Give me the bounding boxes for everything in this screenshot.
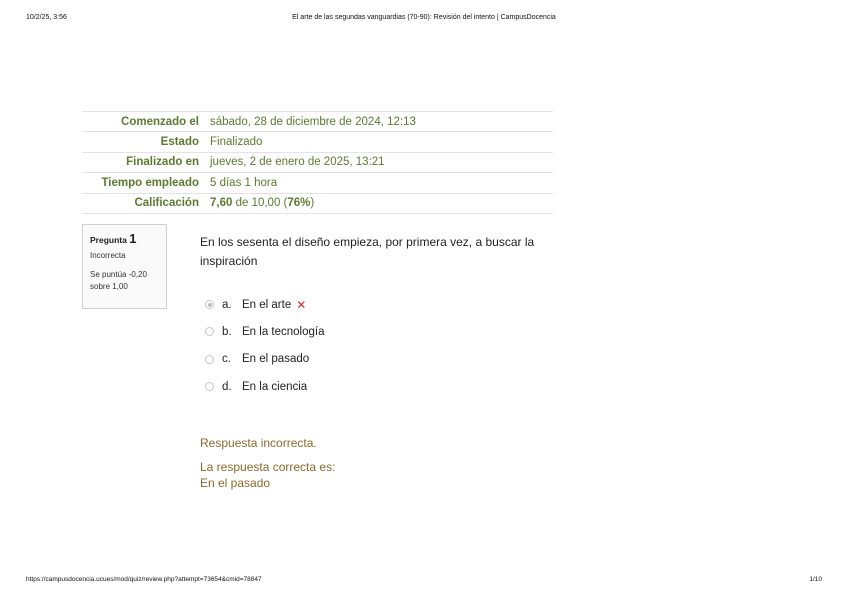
summary-row-finished: [82, 152, 553, 172]
answer-option-c[interactable]: [205, 346, 505, 373]
correct-answer-intro: La respuesta correcta es:: [200, 460, 336, 474]
radio-button-selected[interactable]: [205, 300, 214, 309]
print-header: [0, 14, 848, 26]
summary-row-grade: [82, 193, 553, 213]
feedback-result: Respuesta incorrecta.: [200, 436, 317, 450]
print-url: https://campusdocencia.ucues/mod/quiz/review.php?attempt=73654&cmid=78847: [26, 576, 262, 583]
summary-label: Calificación: [82, 193, 204, 213]
print-footer: [0, 576, 848, 588]
question-state: Incorrecta: [90, 251, 126, 260]
answer-text: En la tecnología: [242, 325, 325, 338]
attempt-summary-table: [82, 111, 553, 214]
summary-row-time-taken: [82, 173, 553, 193]
incorrect-cross-icon: ✕: [296, 297, 307, 312]
print-page-title: El arte de las segundas vanguardias (70-90): Revisión del intento | CampusDocencia: [292, 14, 556, 21]
print-date: 10/2/25, 3:56: [26, 14, 67, 21]
question-number: [90, 231, 159, 246]
answer-text: En el pasado: [242, 353, 310, 366]
summary-label: Finalizado en: [82, 152, 204, 172]
answer-letter: a.: [222, 298, 232, 311]
summary-label: Comenzado el: [82, 112, 204, 132]
question-feedback: [200, 435, 600, 491]
answer-option-d[interactable]: [205, 373, 505, 400]
summary-value: jueves, 2 de enero de 2025, 13:21: [204, 152, 553, 172]
answer-text: En la ciencia: [242, 380, 308, 393]
question-info-box: [82, 224, 167, 309]
radio-button[interactable]: [205, 327, 214, 336]
correct-answer-text: En el pasado: [200, 476, 271, 490]
question-number-value: 1: [129, 231, 137, 246]
summary-row-started: [82, 112, 553, 132]
grade-score: 7,60: [210, 197, 233, 210]
question-grade-info: Se puntúa -0,20 sobre 1,00: [90, 270, 147, 291]
answer-letter: b.: [222, 325, 232, 338]
summary-value: 5 días 1 hora: [204, 173, 553, 193]
summary-label: Estado: [82, 132, 204, 152]
grade-value: [204, 193, 553, 213]
radio-button[interactable]: [205, 382, 214, 391]
summary-value: sábado, 28 de diciembre de 2024, 12:13: [204, 112, 553, 132]
answer-letter: c.: [222, 353, 231, 366]
print-page-number: 1/10: [809, 576, 822, 583]
summary-label: Tiempo empleado: [82, 173, 204, 193]
grade-close: ): [310, 197, 315, 210]
answer-option-b[interactable]: [205, 318, 505, 345]
answer-text: En el arte: [242, 298, 292, 311]
radio-button[interactable]: [205, 355, 214, 364]
summary-value: Finalizado: [204, 132, 553, 152]
summary-row-state: [82, 132, 553, 152]
question-text: En los sesenta el diseño empieza, por primera vez, a buscar la inspiración: [200, 235, 535, 268]
question-label: Pregunta: [90, 235, 127, 245]
answer-option-a[interactable]: [205, 291, 505, 318]
answer-letter: d.: [222, 380, 232, 393]
grade-percent: 76%: [287, 197, 311, 210]
answer-options: [205, 291, 505, 400]
grade-of-text: de 10,00 (: [232, 197, 288, 210]
